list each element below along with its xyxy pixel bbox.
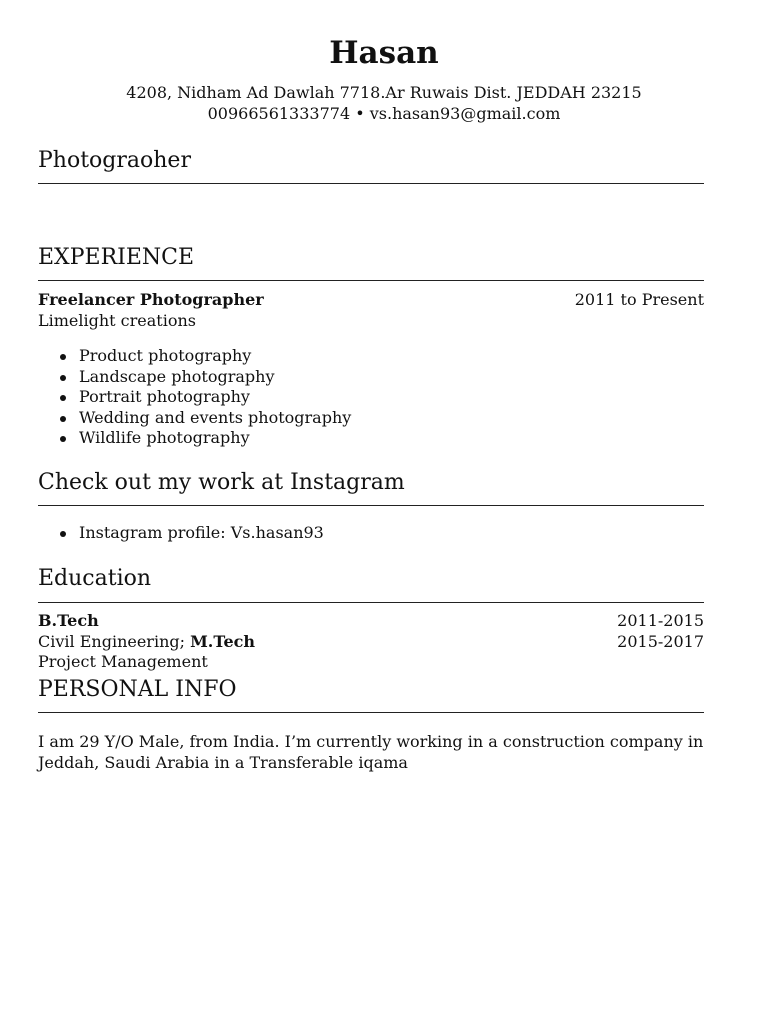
instagram-title: Check out my work at Instagram: [38, 470, 405, 495]
personal-info-text: I am 29 Y/O Male, from India. I’m currently working in a construction company in Jeddah, Saudi Arabia in a Transferable iqama: [38, 732, 704, 772]
job-title: Freelancer Photographer: [38, 290, 264, 309]
degree-dates: 2015-2017: [617, 631, 704, 651]
phone-number: 00966561333774: [207, 103, 351, 123]
section-divider: [38, 505, 704, 506]
list-item-text: Landscape photography: [79, 366, 275, 386]
education-title: Education: [38, 566, 152, 591]
section-divider: [38, 712, 704, 713]
degree-dates: 2011-2015: [617, 611, 704, 630]
bullet-icon: [60, 375, 66, 381]
bullet-icon: [60, 416, 66, 422]
company-name: Limelight creations: [38, 310, 196, 330]
bullet-icon: [60, 395, 66, 401]
instagram-list: [38, 523, 704, 544]
education-row-1: [38, 611, 704, 632]
list-item-text: Portrait photography: [79, 387, 250, 406]
list-item-text: Product photography: [79, 346, 252, 365]
contact-block: [0, 83, 768, 124]
list-item: [38, 367, 704, 388]
section-divider: [38, 602, 704, 603]
degree: M.Tech: [190, 631, 255, 651]
bullet-icon: [60, 436, 66, 442]
experience-title: EXPERIENCE: [38, 245, 195, 270]
list-item: [38, 387, 704, 408]
field-of-study: Project Management: [38, 652, 208, 671]
education-row-2: [38, 632, 704, 653]
job-dates: 2011 to Present: [574, 290, 704, 309]
address: 4208, Nidham Ad Dawlah 7718.Ar Ruwais Dist. JEDDAH 23215: [126, 83, 642, 102]
bullet-icon: [60, 354, 66, 360]
section-divider: [38, 280, 704, 281]
bullet-icon: [60, 531, 66, 537]
list-item: [38, 523, 704, 544]
field-of-study: Civil Engineering;: [38, 631, 191, 651]
contact-separator: •: [350, 103, 370, 123]
degree: B.Tech: [38, 611, 99, 630]
candidate-name: Hasan: [329, 35, 439, 71]
list-item-text: Wildlife photography: [79, 428, 250, 447]
list-item: [38, 428, 704, 449]
list-item: [38, 408, 704, 429]
objective-title: Photograoher: [38, 148, 191, 173]
experience-list: [38, 346, 704, 449]
list-item: [38, 346, 704, 367]
personal-info-title: PERSONAL INFO: [38, 677, 237, 702]
section-divider: [38, 183, 704, 184]
job-header-row: [38, 290, 704, 311]
list-item-text: Wedding and events photography: [79, 407, 352, 427]
list-item-text: Instagram profile: Vs.hasan93: [79, 523, 324, 542]
email-address: vs.hasan93@gmail.com: [369, 103, 561, 123]
contact-line: [0, 104, 768, 125]
